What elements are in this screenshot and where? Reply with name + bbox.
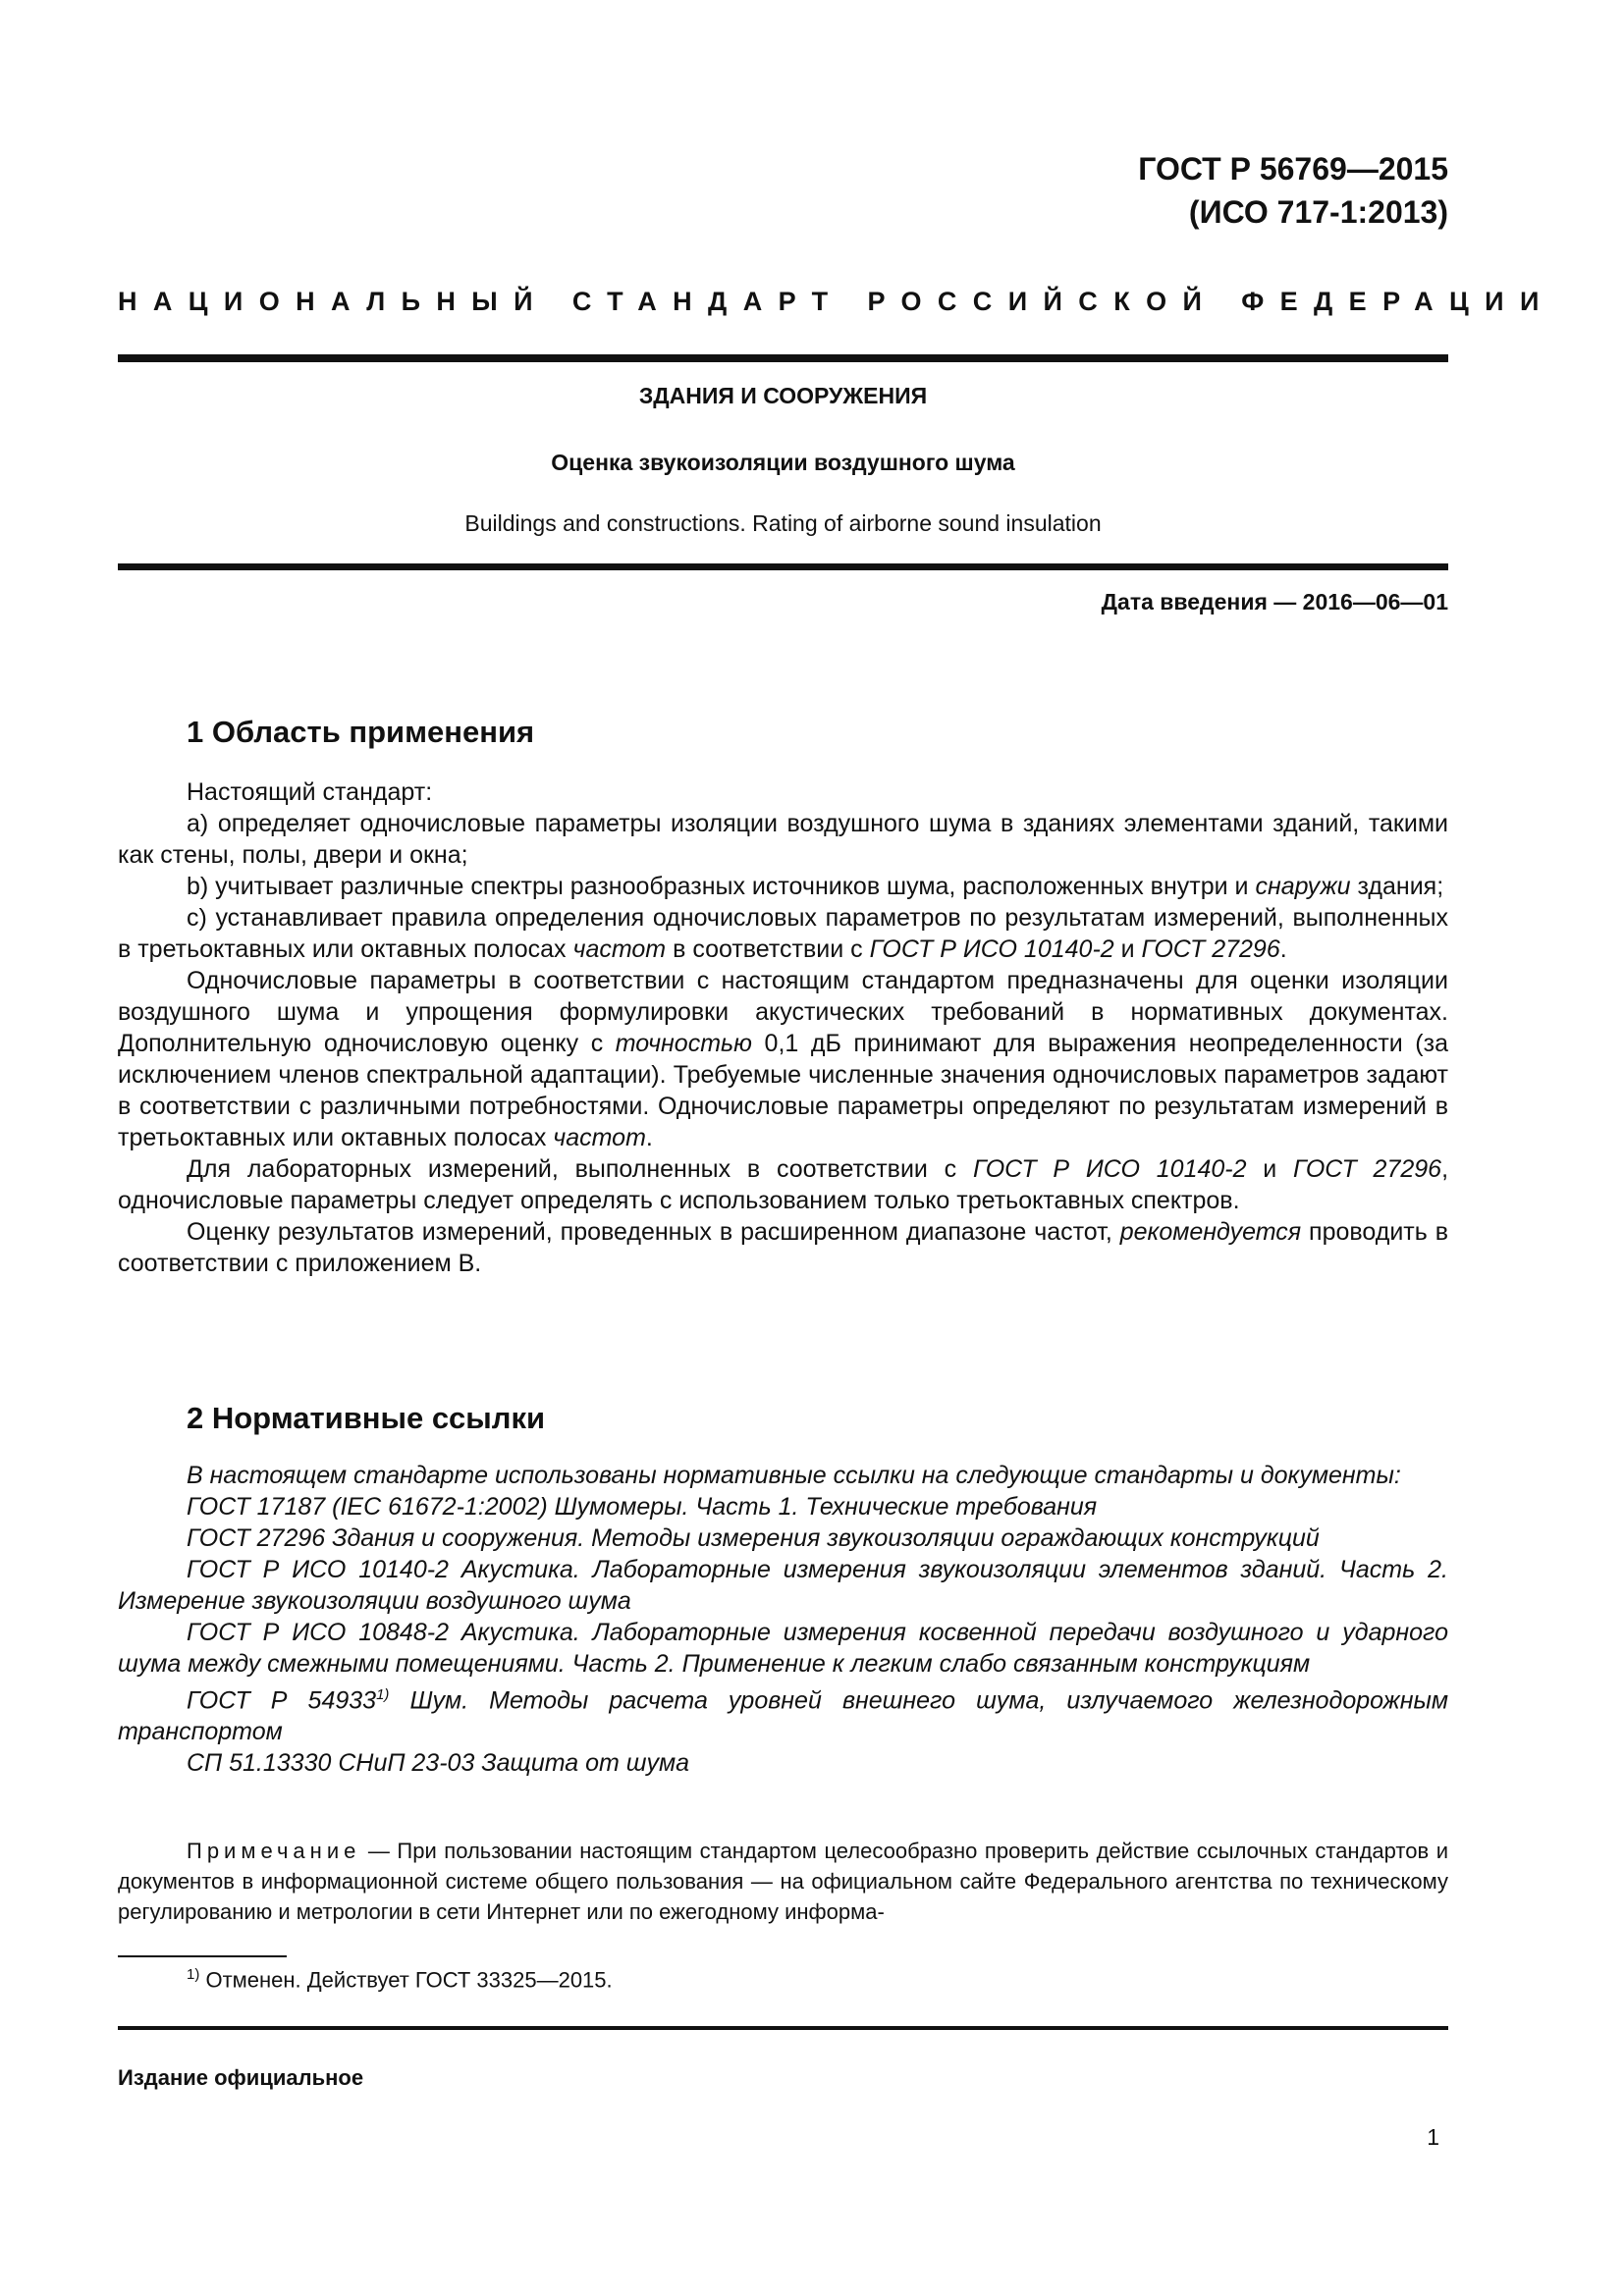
section-1-heading: 1 Область применения	[187, 715, 535, 749]
section-2-intro: В настоящем стандарте использованы нормативные ссылки на следующие стандарты и документы:	[187, 1462, 1401, 1489]
title-bottom-rule	[118, 563, 1448, 570]
footnote-mark: 1)	[187, 1966, 200, 1983]
document-title: ЗДАНИЯ И СООРУЖЕНИЯ	[638, 383, 928, 408]
section-1-item-c: с) устанавливает правила определения одночисловых параметров по результатам измерений, выполненных в третьоктавных или октавных полосах частот в соответствии с ГОСТ Р ИСО 10140-2 и ГОСТ 27296.	[118, 904, 1448, 963]
reference-gost-r-54933: ГОСТ Р 54933$^{1)}$ Шум. Методы расчета уровней внешнего шума, излучаемого железнодорожным транспортом	[118, 1686, 1448, 1746]
standard-designation	[1138, 147, 1448, 234]
page-number: 1	[1427, 2124, 1439, 2150]
document-title-english: Buildings and constructions. Rating of airborne sound insulation	[464, 510, 1102, 536]
national-standard-banner: НАЦИОНАЛЬНЫЙ СТАНДАРТ РОССИЙСКОЙ ФЕДЕРАЦИИ	[118, 287, 1555, 316]
footnote	[187, 1966, 613, 1993]
section-2-body	[118, 1460, 1448, 1779]
official-edition-label: Издание официальное	[118, 2065, 364, 2090]
section-1-body	[118, 776, 1448, 1279]
footer-rule	[118, 2026, 1448, 2030]
footnote-separator	[118, 1955, 287, 1957]
footnote-reference-mark: 1)	[376, 1686, 390, 1703]
section-1-intro: Настоящий стандарт:	[187, 778, 433, 806]
gost-code: ГОСТ Р 56769—2015	[1138, 151, 1448, 187]
section-1-paragraph-3: Для лабораторных измерений, выполненных в соответствии с ГОСТ Р ИСО 10140-2 и ГОСТ 27296, одночисловые параметры следует определять с использованием только третьоктавных спектров.	[118, 1155, 1449, 1214]
section-2-note	[118, 1836, 1448, 1927]
reference-gost-r-iso-10848-2: ГОСТ Р ИСО 10848-2 Акустика. Лабораторные измерения косвенной передачи воздушного и ударного шума между смежными помещениями. Часть 2. Применение к легким слабо связанным конструкциям	[118, 1619, 1448, 1678]
section-1-item-b: b) учитывает различные спектры разнообразных источников шума, расположенных внутри и снаружи здания;	[187, 873, 1444, 900]
section-1-paragraph-4: Оценку результатов измерений, проведенных в расширенном диапазоне частот, рекомендуется проводить в соответствии с приложением В.	[118, 1218, 1448, 1277]
top-thick-rule	[118, 354, 1448, 362]
reference-gost-27296: ГОСТ 27296 Здания и сооружения. Методы измерения звукоизоляции ограждающих конструкций	[187, 1524, 1320, 1552]
introduction-date: Дата введения — 2016—06—01	[1101, 589, 1448, 614]
section-1-item-a: а) определяет одночисловые параметры изоляции воздушного шума в зданиях элементами зданий, такими как стены, полы, двери и окна;	[118, 810, 1448, 869]
section-2-heading: 2 Нормативные ссылки	[187, 1401, 546, 1435]
note-label: Примечание	[187, 1839, 361, 1863]
section-1-paragraph-2: Одночисловые параметры в соответствии с настоящим стандартом предназначены для оценки изоляции воздушного шума и упрощения формулировки акустических требований в нормативных документах. Дополнительную одночисловую оценку с точностью 0,1 дБ принимают для выражения неопределенности (за исключением членов спектральной адаптации). Требуемые численные значения одночисловых параметров задают в соответствии с различными потребностями. Одночисловые параметры определяют по результатам измерений в третьоктавных или октавных полосах частот.	[118, 967, 1448, 1151]
note-text: — При пользовании настоящим стандартом целесообразно проверить действие ссылочных стандартов и документов в информационной системе общего пользования — на официальном сайте Федерального агентства по техническому регулированию и метрологии в сети Интернет или по ежегодному информа-	[118, 1839, 1448, 1924]
iso-code: (ИСО 717-1:2013)	[1188, 194, 1448, 230]
document-subtitle: Оценка звукоизоляции воздушного шума	[551, 450, 1015, 475]
footnote-text: Отменен. Действует ГОСТ 33325—2015.	[199, 1967, 613, 1993]
reference-gost-r-iso-10140-2: ГОСТ Р ИСО 10140-2 Акустика. Лабораторные измерения звукоизоляции элементов зданий. Часть 2. Измерение звукоизоляции воздушного шума	[118, 1556, 1448, 1615]
reference-sp-51-13330: СП 51.13330 СНиП 23-03 Защита от шума	[187, 1749, 690, 1778]
reference-gost-17187: ГОСТ 17187 (IEC 61672-1:2002) Шумомеры. Часть 1. Технические требования	[187, 1493, 1098, 1521]
